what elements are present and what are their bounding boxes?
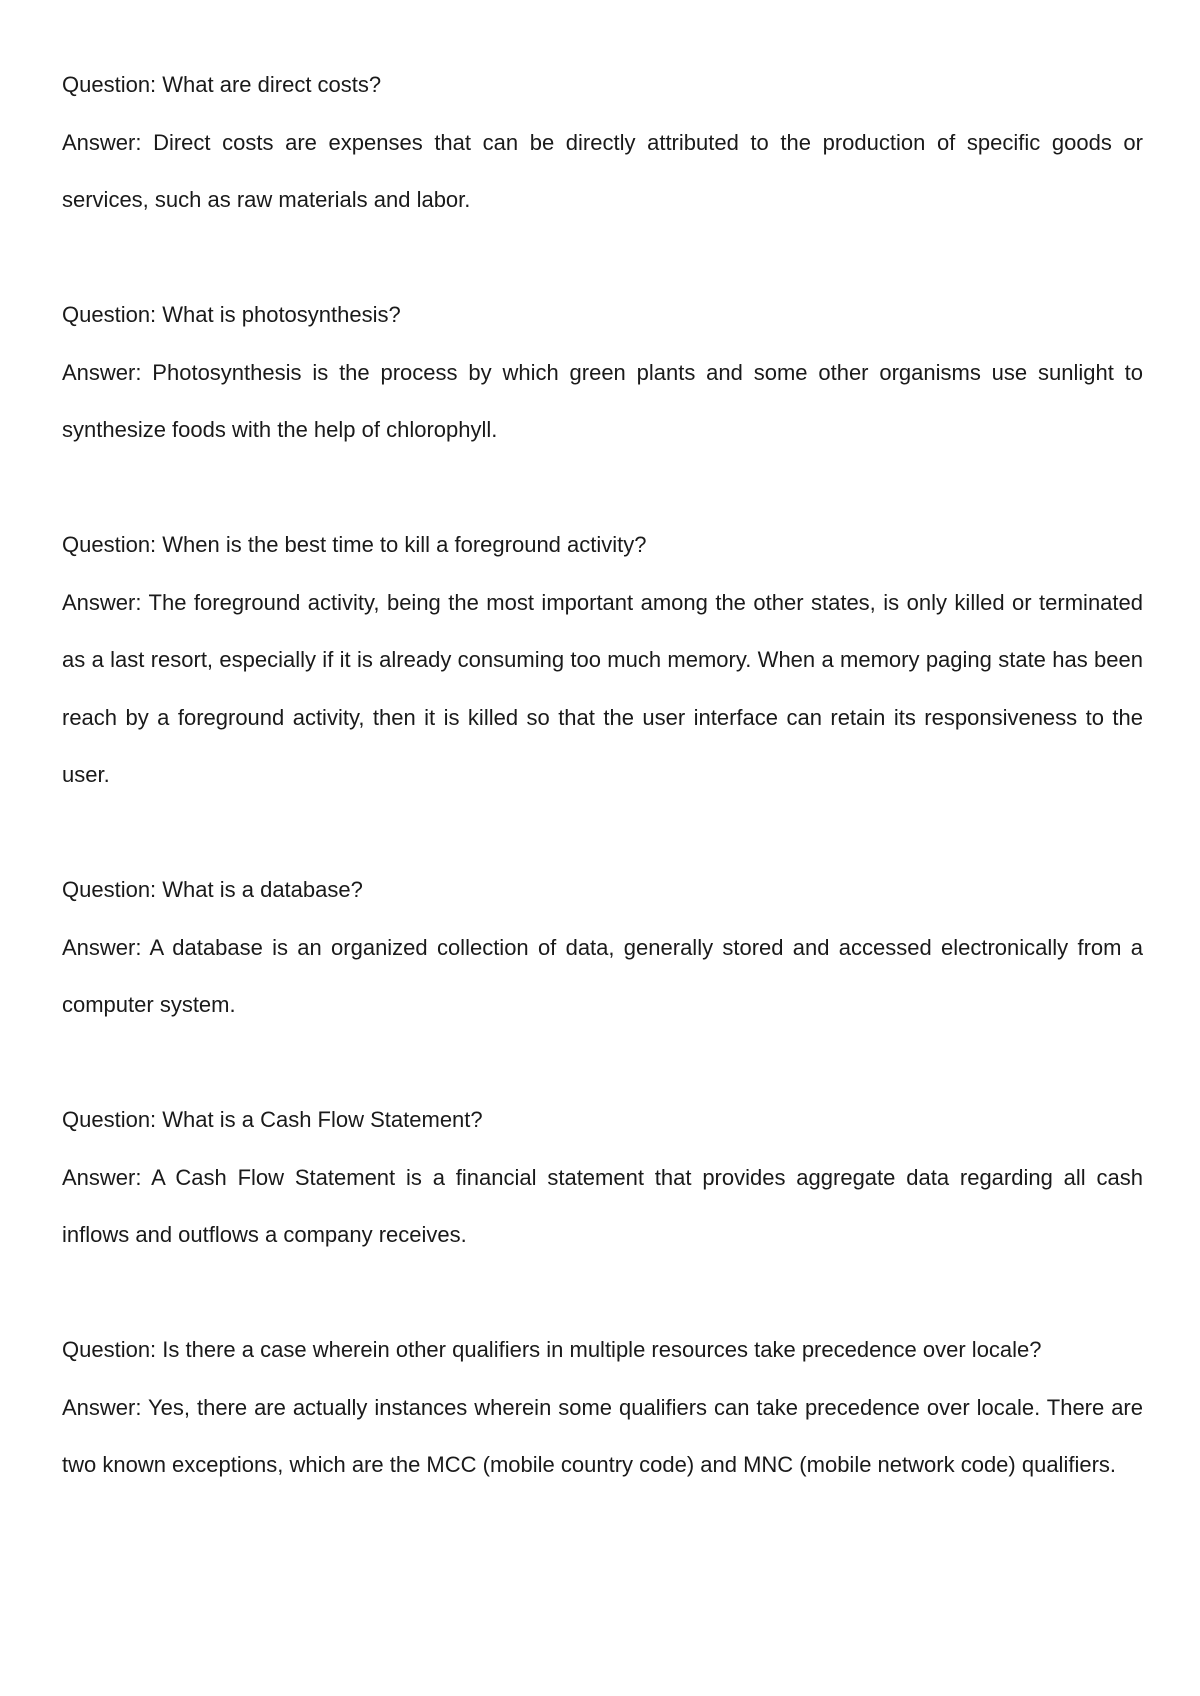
question-text: Question: Is there a case wherein other qualifiers in multiple resources take precedence over locale? (62, 1337, 1042, 1362)
qa-item (62, 861, 1143, 1034)
answer-text: Answer: The foreground activity, being the most important among the other states, is only killed or terminated as a last resort, especially if it is already consuming too much memory. When a memory paging state has been reach by a foreground activity, then it is killed so that the user interface can retain its responsiveness to the user. (62, 589, 1143, 787)
qa-item (62, 1321, 1143, 1494)
question-text: Question: When is the best time to kill a foreground activity? (62, 532, 647, 557)
qa-item (62, 286, 1143, 459)
qa-item (62, 1091, 1143, 1264)
answer-text: Answer: Direct costs are expenses that can be directly attributed to the production of specific goods or services, such as raw materials and labor. (62, 129, 1143, 212)
question-text: Question: What are direct costs? (62, 72, 382, 97)
answer-text: Answer: A Cash Flow Statement is a financial statement that provides aggregate data regarding all cash inflows and outflows a company receives. (62, 1164, 1143, 1247)
qa-item (62, 516, 1143, 804)
answer-text: Answer: Photosynthesis is the process by which green plants and some other organisms use sunlight to synthesize foods with the help of chlorophyll. (62, 359, 1143, 442)
qa-list (62, 56, 1143, 1494)
question-text: Question: What is a database? (62, 877, 363, 902)
answer-text: Answer: A database is an organized collection of data, generally stored and accessed electronically from a computer system. (62, 934, 1143, 1017)
question-text: Question: What is a Cash Flow Statement? (62, 1107, 483, 1132)
answer-text: Answer: Yes, there are actually instances wherein some qualifiers can take precedence over locale. There are two known exceptions, which are the MCC (mobile country code) and MNC (mobile network code) qualifiers. (62, 1394, 1143, 1477)
question-text: Question: What is photosynthesis? (62, 302, 401, 327)
qa-item (62, 56, 1143, 229)
